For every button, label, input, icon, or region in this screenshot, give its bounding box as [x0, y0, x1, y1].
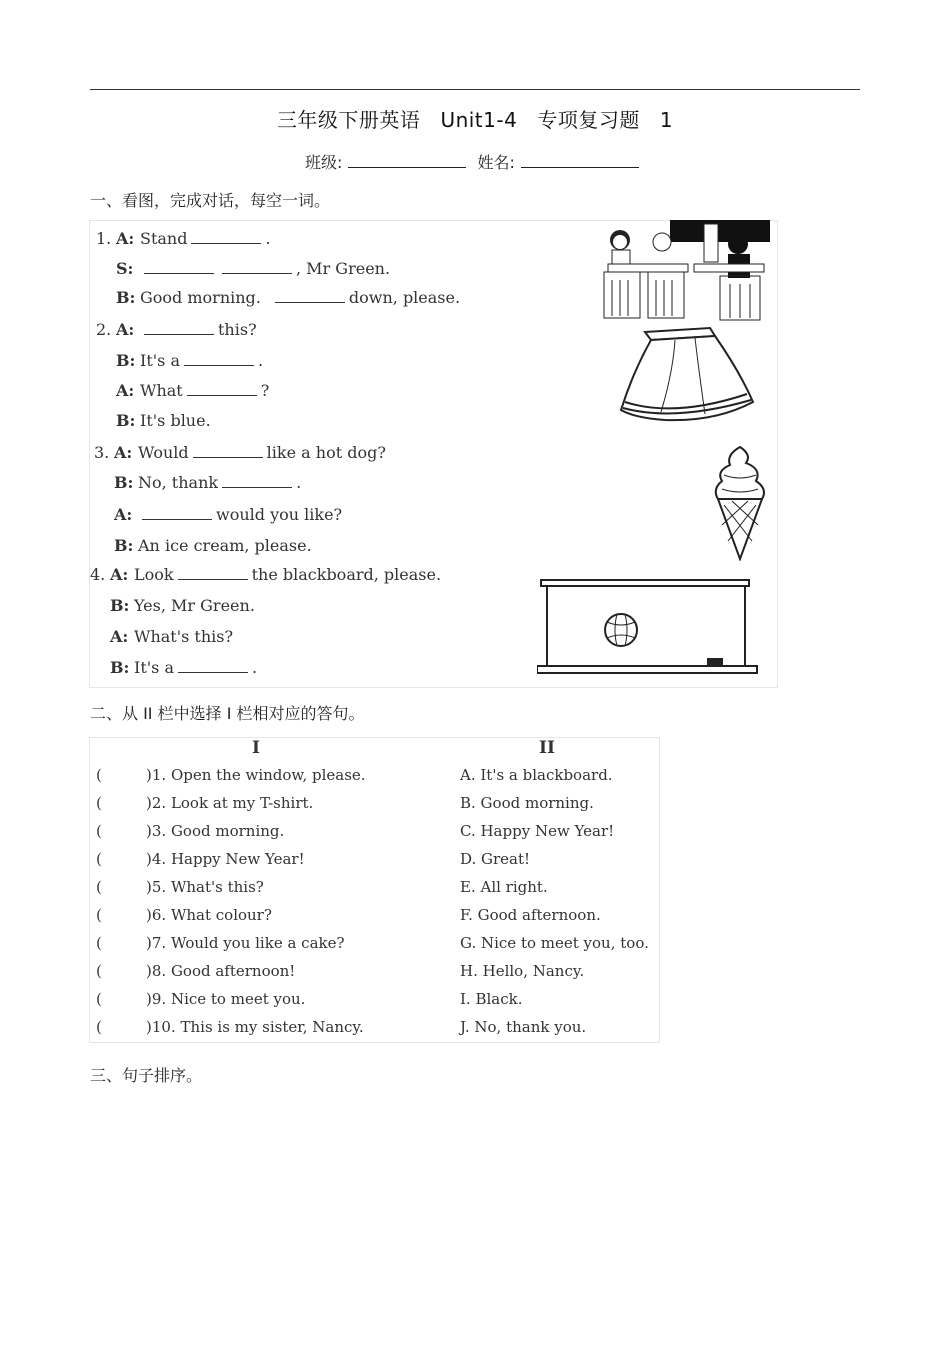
answer-parenthesis[interactable]: (	[96, 934, 102, 952]
answer-option: C. Happy New Year!	[460, 822, 615, 840]
answer-parenthesis[interactable]: (	[96, 906, 102, 924]
dialogue-line	[94, 443, 386, 462]
question-text: 1. Open the window, please.	[151, 766, 366, 784]
answer-parenthesis-close: )	[146, 962, 152, 980]
line-text: , Mr Green.	[296, 259, 391, 278]
question-item	[96, 906, 272, 924]
line-text: .	[296, 473, 302, 492]
line-text: An ice cream, please.	[138, 536, 312, 555]
speaker: S:	[116, 259, 134, 278]
line-text: like a hot dog?	[266, 443, 386, 462]
line-text: down, please.	[348, 288, 461, 307]
dialogue-number: 4.	[90, 565, 106, 584]
answer-parenthesis[interactable]: (	[96, 794, 102, 812]
question-text: 3. Good morning.	[151, 822, 285, 840]
title-part: 专项复习题	[537, 108, 640, 132]
dialogue-line	[116, 411, 211, 430]
answer-parenthesis-close: )	[146, 794, 152, 812]
answer-parenthesis-close: )	[146, 822, 152, 840]
dialogue-line	[114, 536, 312, 555]
dialogue-line	[96, 320, 257, 339]
line-text: .	[257, 351, 264, 370]
line-text: ?	[260, 381, 270, 400]
question-text: 5. What's this?	[151, 878, 264, 896]
section-3-heading: 三、句子排序。	[90, 1066, 203, 1085]
answer-blank[interactable]	[222, 261, 292, 274]
answer-blank[interactable]	[222, 475, 292, 488]
line-text: No, thank	[138, 473, 219, 492]
question-item	[96, 850, 305, 868]
line-text: .	[251, 658, 258, 677]
line-text: Yes, Mr Green.	[134, 596, 255, 615]
dialogue-number: 1.	[96, 229, 112, 248]
dialogue-line	[110, 658, 257, 677]
speaker: B:	[110, 596, 130, 615]
answer-parenthesis-close: )	[146, 934, 152, 952]
question-text: 9. Nice to meet you.	[151, 990, 306, 1008]
skirt-picture	[615, 322, 757, 428]
question-text: 7. Would you like a cake?	[151, 934, 345, 952]
question-item	[96, 990, 305, 1008]
question-text: 2. Look at my T-shirt.	[151, 794, 314, 812]
blackboard-ball-picture	[537, 578, 762, 678]
speaker: A:	[110, 565, 129, 584]
classroom-picture	[600, 220, 772, 326]
answer-blank[interactable]	[275, 290, 345, 303]
section-1-heading: 一、看图，完成对话，每空一词。	[90, 191, 331, 210]
answer-blank[interactable]	[187, 383, 257, 396]
answer-blank[interactable]	[191, 231, 261, 244]
answer-blank[interactable]	[178, 567, 248, 580]
line-text: What's this?	[134, 627, 234, 646]
question-text: 8. Good afternoon!	[151, 962, 296, 980]
speaker: B:	[114, 473, 134, 492]
question-item	[96, 822, 284, 840]
line-text: Look	[134, 565, 174, 584]
answer-parenthesis-close: )	[146, 878, 152, 896]
answer-option: E. All right.	[460, 878, 548, 896]
answer-blank[interactable]	[142, 507, 212, 520]
question-item	[96, 962, 295, 980]
line-text: Good morning.	[140, 288, 261, 307]
answer-parenthesis[interactable]: (	[96, 878, 102, 896]
answer-option: G. Nice to meet you, too.	[460, 934, 649, 952]
speaker: B:	[116, 411, 136, 430]
student-info	[0, 150, 950, 173]
line-text: this?	[218, 320, 257, 339]
speaker: A:	[116, 320, 135, 339]
class-blank[interactable]	[348, 153, 466, 168]
answer-parenthesis-close: )	[146, 766, 152, 784]
question-text: 6. What colour?	[151, 906, 272, 924]
speaker: A:	[116, 381, 135, 400]
answer-option: D. Great!	[460, 850, 531, 868]
answer-option: J. No, thank you.	[460, 1018, 587, 1036]
question-text: 4. Happy New Year!	[151, 850, 305, 868]
answer-parenthesis[interactable]: (	[96, 850, 102, 868]
answer-parenthesis[interactable]: (	[96, 962, 102, 980]
title-part: 三年级下册英语	[276, 108, 421, 132]
dialogue-line	[90, 565, 441, 584]
answer-parenthesis[interactable]: (	[96, 766, 102, 784]
question-text: 10. This is my sister, Nancy.	[151, 1018, 364, 1036]
answer-option: F. Good afternoon.	[460, 906, 601, 924]
dialogue-line	[114, 505, 342, 524]
answer-option: A. It's a blackboard.	[460, 766, 613, 784]
dialogue-line	[116, 381, 269, 400]
column-ii-heading: II	[539, 738, 555, 758]
speaker: B:	[114, 536, 134, 555]
column-i-heading: I	[252, 738, 260, 758]
answer-option: H. Hello, Nancy.	[460, 962, 585, 980]
ice-cream-picture	[712, 445, 768, 561]
dialogue-line	[116, 351, 263, 370]
line-text: Would	[138, 443, 189, 462]
answer-blank[interactable]	[193, 445, 263, 458]
speaker: A:	[116, 229, 135, 248]
answer-blank[interactable]	[144, 261, 214, 274]
line-text: Stand	[140, 229, 188, 248]
dialogue-line	[116, 288, 460, 307]
answer-parenthesis-close: )	[146, 1018, 152, 1036]
answer-option: I. Black.	[460, 990, 523, 1008]
speaker: A:	[110, 627, 129, 646]
dialogue-line	[116, 259, 390, 278]
answer-blank[interactable]	[144, 322, 214, 335]
answer-parenthesis-close: )	[146, 906, 152, 924]
answer-blank[interactable]	[178, 660, 248, 673]
line-text: It's blue.	[140, 411, 211, 430]
dialogue-line	[96, 229, 271, 248]
line-text: would you like?	[216, 505, 343, 524]
line-text: What	[140, 381, 183, 400]
answer-blank[interactable]	[184, 353, 254, 366]
question-item	[96, 878, 264, 896]
question-item	[96, 766, 366, 784]
answer-parenthesis[interactable]: (	[96, 990, 102, 1008]
name-blank[interactable]	[521, 153, 639, 168]
answer-parenthesis-close: )	[146, 850, 152, 868]
speaker: B:	[116, 351, 136, 370]
speaker: A:	[114, 443, 133, 462]
dialogue-line	[110, 596, 255, 615]
title-part: Unit1-4	[440, 108, 518, 132]
dialogue-line	[114, 473, 301, 492]
top-rule	[90, 89, 860, 90]
line-text: It's a	[140, 351, 180, 370]
line-text: the blackboard, please.	[251, 565, 442, 584]
question-item	[96, 934, 345, 952]
answer-parenthesis[interactable]: (	[96, 1018, 102, 1036]
line-text: .	[265, 229, 271, 248]
title-part: 1	[659, 108, 674, 132]
question-item	[96, 1018, 364, 1036]
dialogue-line	[110, 627, 233, 646]
name-label: 姓名:	[477, 153, 515, 172]
dialogue-number: 2.	[96, 320, 112, 339]
section-2-heading: 二、从 II 栏中选择 I 栏相对应的答句。	[90, 704, 365, 723]
speaker: B:	[110, 658, 130, 677]
question-item	[96, 794, 313, 812]
speaker: A:	[114, 505, 133, 524]
page-title	[0, 104, 950, 133]
speaker: B:	[116, 288, 136, 307]
answer-option: B. Good morning.	[460, 794, 594, 812]
line-text: It's a	[134, 658, 174, 677]
answer-parenthesis-close: )	[146, 990, 152, 1008]
answer-parenthesis[interactable]: (	[96, 822, 102, 840]
dialogue-number: 3.	[94, 443, 110, 462]
class-label: 班级:	[305, 153, 343, 172]
